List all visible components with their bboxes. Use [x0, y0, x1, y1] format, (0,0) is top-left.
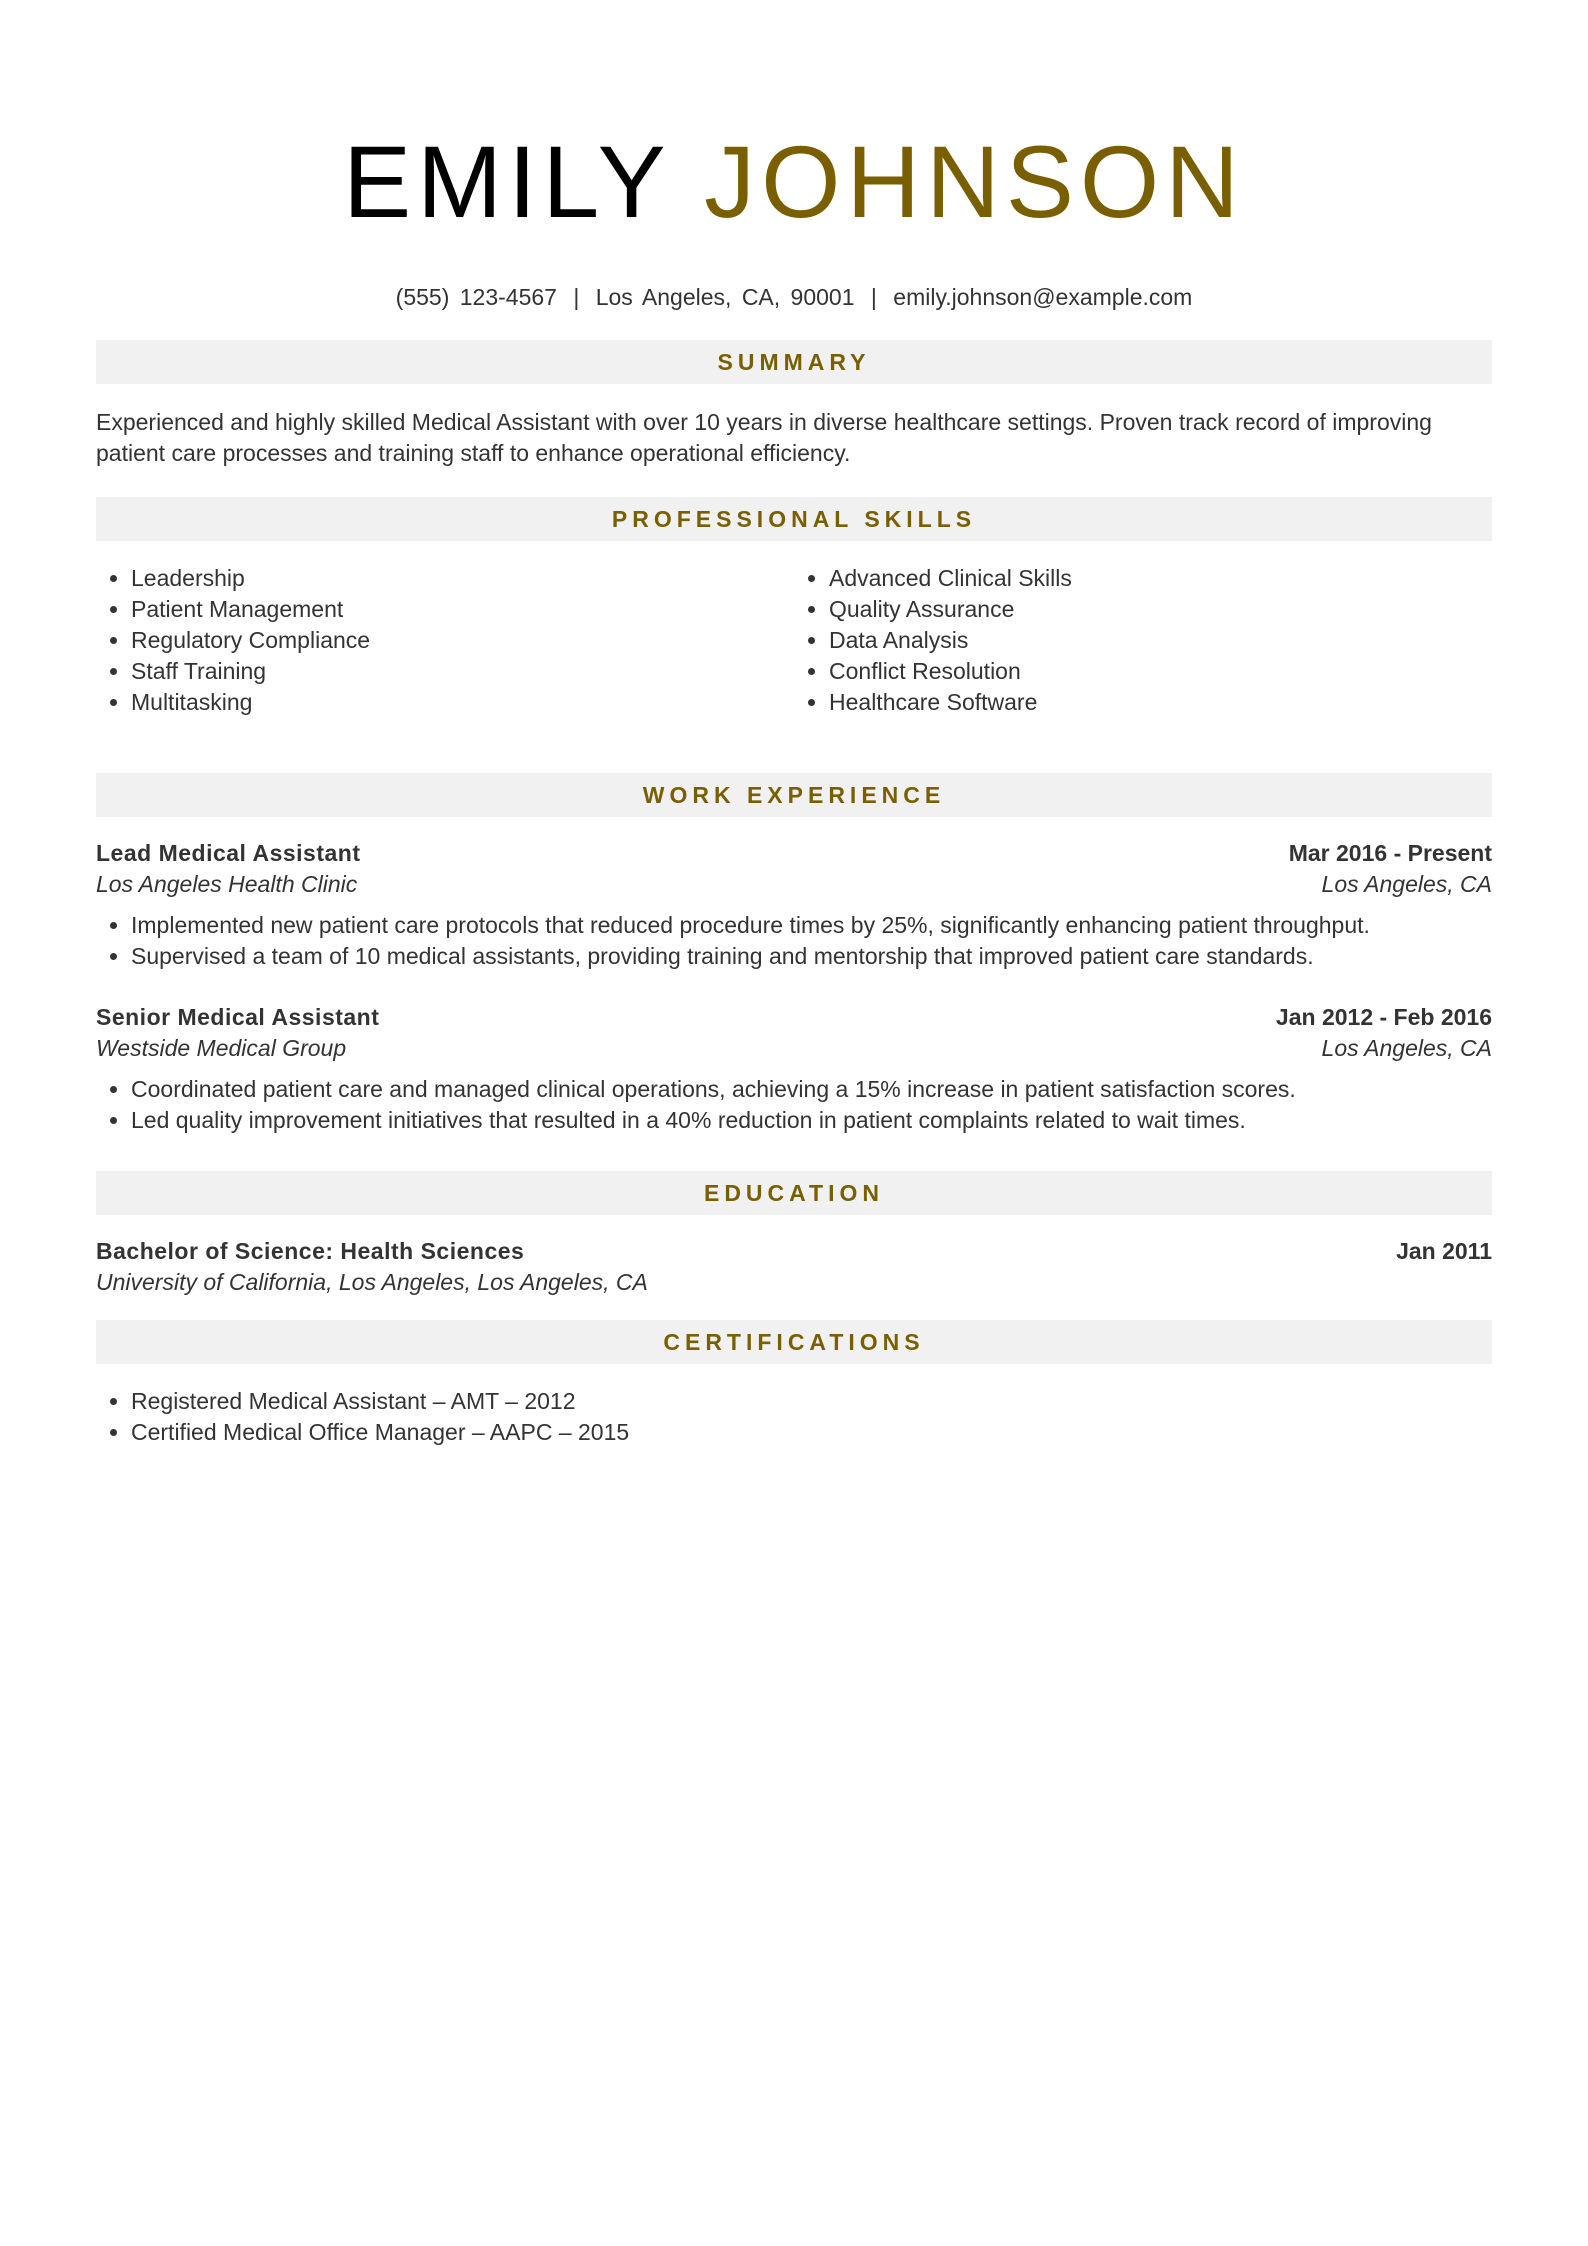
job-bullet: • Implemented new patient care protocols that reduced procedure times by 25%, significantly enhancing patient throughput.: [131, 910, 1492, 941]
job-bullet: • Supervised a team of 10 medical assistants, providing training and mentorship that improved patient care standards.: [131, 941, 1492, 972]
job-role: Senior Medical Assistant: [96, 1004, 380, 1030]
certification-item: • Registered Medical Assistant – AMT – 2012: [131, 1386, 1492, 1417]
skill-item: • Regulatory Compliance: [131, 625, 794, 656]
first-name: EMILY: [343, 125, 670, 239]
job-dates: Jan 2012 - Feb 2016: [1275, 1004, 1492, 1030]
skill-item: • Quality Assurance: [829, 594, 1492, 625]
skill-item: • Data Analysis: [829, 625, 1492, 656]
experience-header: WORK EXPERIENCE: [96, 773, 1492, 817]
school: University of California, Los Angeles, Los Angeles, CA: [96, 1269, 648, 1295]
skill-item: • Patient Management: [131, 594, 794, 625]
skill-item: • Multitasking: [131, 687, 794, 718]
phone: (555) 123-4567: [395, 284, 557, 310]
separator: |: [573, 284, 580, 310]
job-entry: [96, 838, 1492, 972]
skills-column-right: [794, 563, 1492, 718]
job-company: Westside Medical Group: [96, 1035, 347, 1061]
degree: Bachelor of Science: Health Sciences: [96, 1238, 525, 1264]
skill-item: • Conflict Resolution: [829, 656, 1492, 687]
email[interactable]: emily.johnson@example.com: [893, 284, 1193, 310]
skill-item: • Healthcare Software: [829, 687, 1492, 718]
job-role: Lead Medical Assistant: [96, 840, 361, 866]
skills-list: [96, 563, 1492, 718]
certifications-header: CERTIFICATIONS: [96, 1320, 1492, 1364]
skill-item: • Advanced Clinical Skills: [829, 563, 1492, 594]
last-name: JOHNSON: [704, 125, 1245, 239]
job-company: Los Angeles Health Clinic: [96, 871, 358, 897]
skill-item: • Leadership: [131, 563, 794, 594]
separator: |: [870, 284, 877, 310]
summary-header: SUMMARY: [96, 340, 1492, 384]
job-location: Los Angeles, CA: [1321, 871, 1492, 897]
education-entry: [96, 1236, 1492, 1298]
education-date: Jan 2011: [1396, 1238, 1492, 1264]
candidate-name: [96, 0, 1492, 239]
location: Los Angeles, CA, 90001: [595, 284, 855, 310]
job-bullet: • Led quality improvement initiatives that resulted in a 40% reduction in patient complaints related to wait times.: [131, 1105, 1492, 1136]
certifications-list: [96, 1386, 1492, 1448]
contact-line: [96, 284, 1492, 311]
job-entry: [96, 1002, 1492, 1136]
skill-item: • Staff Training: [131, 656, 794, 687]
skills-column-left: [96, 563, 794, 718]
job-dates: Mar 2016 - Present: [1288, 840, 1492, 866]
education-header: EDUCATION: [96, 1171, 1492, 1215]
certification-item: • Certified Medical Office Manager – AAPC – 2015: [131, 1417, 1492, 1448]
skills-header: PROFESSIONAL SKILLS: [96, 497, 1492, 541]
job-location: Los Angeles, CA: [1321, 1035, 1492, 1061]
job-bullet: • Coordinated patient care and managed clinical operations, achieving a 15% increase in patient satisfaction scores.: [131, 1074, 1492, 1105]
summary-text: Experienced and highly skilled Medical Assistant with over 10 years in diverse healthcare settings. Proven track record of improving patient care processes and training staff to enhance operational efficiency.: [96, 409, 1432, 466]
